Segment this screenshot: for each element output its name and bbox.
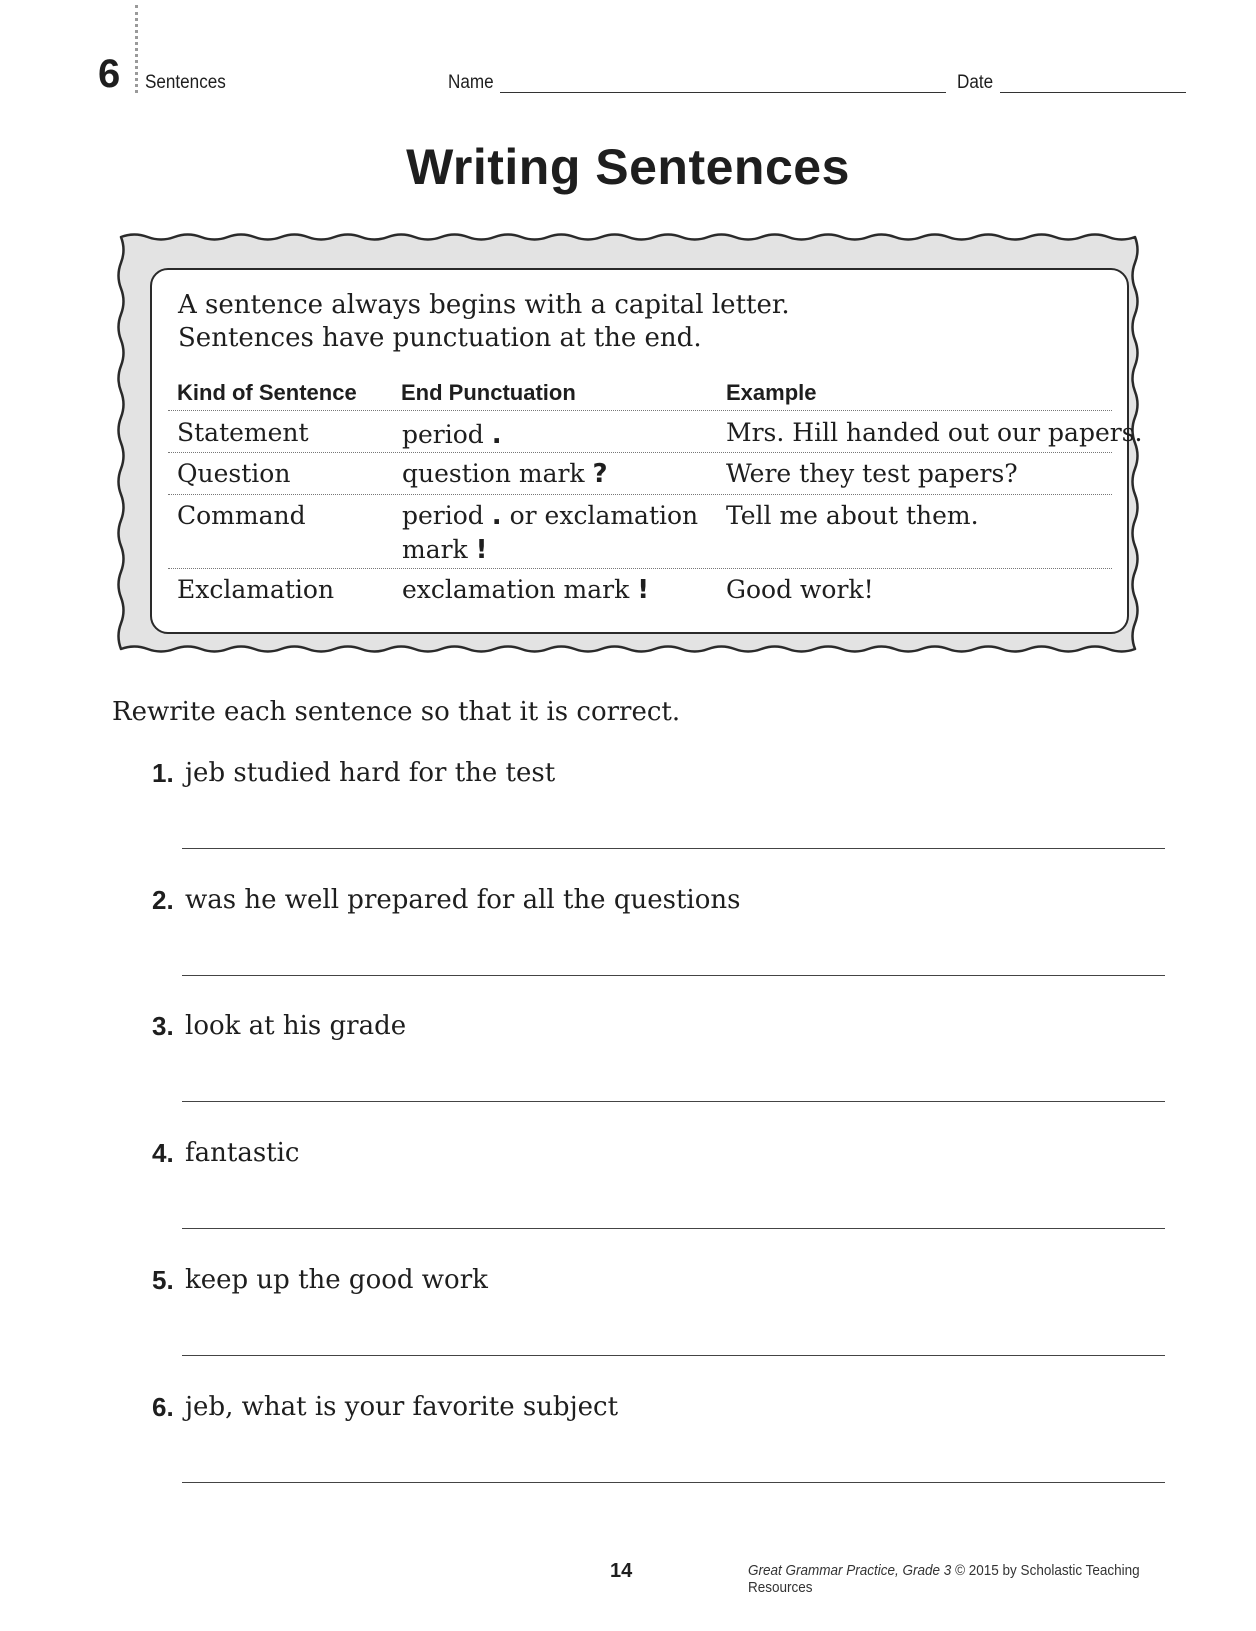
- rule-line-2: Sentences have punctuation at the end.: [178, 323, 702, 353]
- item-number: 2.: [152, 885, 174, 915]
- date-label: Date: [957, 72, 994, 93]
- period-mark: .: [491, 501, 502, 531]
- answer-line[interactable]: [182, 1101, 1165, 1102]
- item-sentence: look at his grade: [185, 1011, 407, 1041]
- table-cell-kind: Command: [177, 501, 306, 530]
- item-sentence: jeb, what is your favorite subject: [185, 1392, 619, 1422]
- unit-title: Sentences: [145, 72, 226, 93]
- table-cell-example: Were they test papers?: [726, 459, 1018, 488]
- table-cell-example: Mrs. Hill handed out our papers.: [726, 418, 1143, 447]
- table-divider: [168, 452, 1112, 453]
- item-number: 6.: [152, 1392, 174, 1422]
- table-cell-punctuation: question mark ?: [402, 459, 608, 489]
- item-number: 1.: [152, 758, 174, 788]
- item-sentence: keep up the good work: [185, 1265, 488, 1295]
- unit-number: 6: [98, 52, 121, 96]
- table-cell-punctuation: period .: [402, 420, 502, 450]
- question-mark: ?: [592, 459, 608, 489]
- column-header-example: Example: [726, 380, 817, 405]
- table-cell-punctuation: exclamation mark !: [402, 575, 650, 605]
- item-number: 4.: [152, 1138, 174, 1168]
- page-title: Writing Sentences: [406, 139, 850, 195]
- table-divider: [168, 568, 1112, 569]
- exclamation-mark: !: [475, 535, 488, 565]
- date-field[interactable]: [1000, 92, 1186, 93]
- table-cell-example: Good work!: [726, 575, 874, 604]
- item-number: 5.: [152, 1265, 174, 1295]
- item-number: 3.: [152, 1011, 174, 1041]
- column-header-kind: Kind of Sentence: [177, 380, 357, 405]
- table-cell-kind: Statement: [177, 418, 309, 447]
- table-cell-kind: Exclamation: [177, 575, 335, 604]
- name-label: Name: [448, 72, 494, 93]
- margin-dotted-rule: [135, 5, 138, 93]
- column-header-punctuation: End Punctuation: [401, 380, 576, 405]
- item-sentence: was he well prepared for all the questions: [185, 885, 741, 915]
- answer-line[interactable]: [182, 848, 1165, 849]
- page-number: 14: [610, 1560, 633, 1582]
- table-cell-punctuation: period . or exclamation mark !: [402, 501, 699, 565]
- item-sentence: jeb studied hard for the test: [185, 758, 556, 788]
- exclamation-mark: !: [637, 575, 650, 605]
- answer-line[interactable]: [182, 1228, 1165, 1229]
- table-divider: [168, 410, 1112, 411]
- answer-line[interactable]: [182, 1355, 1165, 1356]
- instructions: Rewrite each sentence so that it is correct.: [112, 697, 681, 727]
- answer-line[interactable]: [182, 1482, 1165, 1483]
- period-mark: .: [491, 420, 502, 450]
- item-sentence: fantastic: [185, 1138, 300, 1168]
- answer-line[interactable]: [182, 975, 1165, 976]
- table-cell-kind: Question: [177, 459, 291, 488]
- table-cell-example: Tell me about them.: [726, 501, 979, 530]
- table-divider: [168, 494, 1112, 495]
- footer-credit: Great Grammar Practice, Grade 3 © 2015 by Scholastic Teaching Resources: [748, 1562, 1140, 1596]
- rule-line-1: A sentence always begins with a capital letter.: [178, 290, 790, 320]
- name-field[interactable]: [500, 92, 946, 93]
